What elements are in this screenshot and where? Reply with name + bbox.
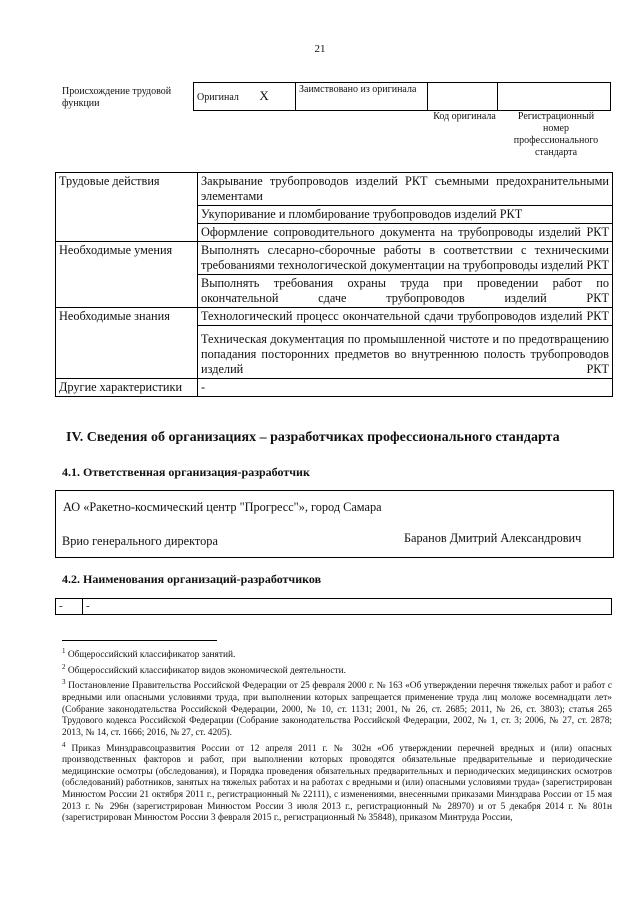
table-cell: Закрывание трубопроводов изделий РКТ съемными предохранительными элементами: [198, 173, 613, 206]
subsection-4-2: 4.2. Наименования организаций-разработчиков: [62, 572, 322, 586]
developers-table: [55, 598, 612, 615]
responsible-org-box: [55, 490, 614, 558]
origin-mark: X: [259, 87, 269, 103]
origin-original-cell: [194, 83, 296, 111]
table-cell: Оформление сопроводительного документа на трубопроводы изделий РКТ: [198, 224, 613, 242]
org-position: Врио генерального директора: [62, 534, 218, 548]
row-label: Необходимые умения: [56, 242, 198, 308]
footnote-separator: [62, 640, 217, 641]
table-cell: -: [198, 379, 613, 397]
row-label: Трудовые действия: [56, 173, 198, 242]
subsection-4-1: 4.1. Ответственная организация-разработчик: [62, 465, 310, 479]
org-person: Баранов Дмитрий Александрович: [404, 531, 582, 545]
section-title: IV. Сведения об организациях – разработчиках профессионального стандарта: [66, 430, 560, 445]
origin-original: Оригинал: [197, 91, 239, 103]
origin-table: [193, 82, 611, 111]
footnote: $^3$ Постановление Правительства Российской Федерации от 25 февраля 2000 г. № 163 «Об утверждении перечня тяжелых работ и работ с вредными или опасными условиями труда, при выполнении которых запрещается применение труда лиц моложе восемнадцати лет» (Собрание законодательства Российской Федерации, 2000, № 10, ст. 1131; 2001, № 26, ст. 2685; 2011, № 26, ст. 3803); статья 265 Трудового кодекса Российской Федерации (Собрание законодательства Российской Федерации, 2002, № 1, ст. 3; 2006, № 27, ст. 2878; 2013, № 14, ст. 1666; 2016, № 27, ст. 4205).: [62, 678, 612, 738]
reg-caption: Регистрационный номер профессионального стандарта: [513, 111, 599, 158]
origin-borrowed: Заимствовано из оригинала: [296, 83, 428, 111]
origin-label: Происхождение трудовой функции: [62, 86, 172, 109]
origin-reg-cell: [498, 83, 611, 111]
row-label: Другие характеристики: [56, 379, 198, 397]
table-cell: Выполнять требования охраны труда при проведении работ по окончательной сдаче трубопроводов изделий РКТ: [198, 275, 613, 308]
table-cell: Укупоривание и пломбирование трубопроводов изделий РКТ: [198, 206, 613, 224]
org-name: АО «Ракетно-космический центр "Прогресс"», город Самара: [63, 500, 382, 514]
footnote: $^1$ Общероссийский классификатор занятий.: [62, 647, 236, 661]
footnotes: [62, 646, 612, 825]
code-caption: Код оригинала: [433, 111, 496, 122]
origin-code-cell: [428, 83, 498, 111]
page-number: 21: [314, 43, 326, 55]
table-cell: Выполнять слесарно-сборочные работы в соответствии с техническими требованиями технологической документации на трубопроводы изделий РКТ: [198, 242, 613, 275]
table-cell: Технологический процесс окончательной сдачи трубопроводов изделий РКТ: [198, 308, 613, 326]
dev-number: -: [56, 599, 83, 615]
labor-function-table: [55, 172, 613, 397]
row-label: Необходимые знания: [56, 308, 198, 379]
dev-name: -: [83, 599, 612, 615]
footnote: $^2$ Общероссийский классификатор видов экономической деятельности.: [62, 662, 347, 676]
table-cell: Техническая документация по промышленной чистоте и по предотвращению попадания посторонних предметов во внутреннюю полость трубопроводов изделий РКТ: [198, 326, 613, 379]
footnote: $^4$ Приказ Минздравсоцразвития России от 12 апреля 2011 г. № 302н «Об утверждении перечней вредных и (или) опасных производственных факторов и работ, при выполнении которых проводятся обязательные предварительные и периодические медицинские осмотры (обследования), и Порядка проведения обязательных предварительных и периодических медицинских осмотров (обследований) работников, занятых на тяжелых работах и на работах с вредными и (или) опасными условиями труда» (зарегистрирован Минюстом России 21 октября 2011 г., регистрационный № 22111), с изменениями, внесенными приказами Минздрава России от 15 мая 2013 г. № 296н (зарегистрирован Минюстом России 3 июля 2013 г., регистрационный № 28970) и от 5 декабря 2014 г. № 801н (зарегистрирован Минюстом России 3 февраля 2015 г., регистрационный № 35848), приказом Минтруда России,: [62, 740, 613, 824]
